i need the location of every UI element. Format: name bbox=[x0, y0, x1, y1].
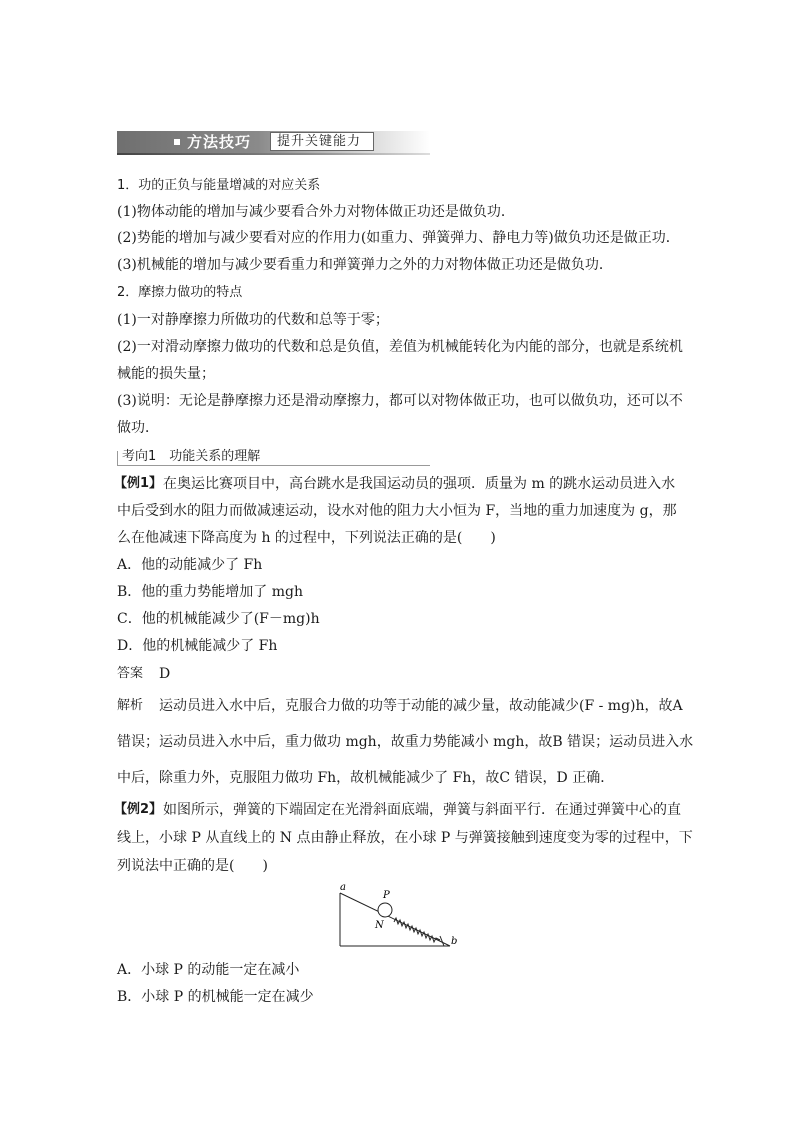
example2-line2: 线上，小球 P 从直线上的 N 点由静止释放，在小球 P 与弹簧接触到速度变为零的过程中，下 bbox=[117, 830, 693, 846]
ball-p bbox=[378, 903, 392, 917]
section2-item-3-line2: 做功． bbox=[117, 420, 159, 436]
example1-line3: 么在他减速下降高度为 h 的过程中，下列说法正确的是( ) bbox=[117, 530, 496, 546]
example1-analysis-line1: 运动员进入水中后，克服合力做的功等于动能的减少量，故动能减少(F - mg)h，故A bbox=[159, 698, 683, 714]
section1-heading: 1．功的正负与能量增减的对应关系 bbox=[117, 178, 321, 193]
example1-option-d: D．他的机械能减少了 Fh bbox=[117, 638, 278, 654]
section2-item-2-line2: 械能的损失量； bbox=[117, 366, 215, 382]
example1-answer-value: D bbox=[159, 666, 171, 682]
square-bullet-icon bbox=[174, 139, 180, 145]
example1-option-a: A．他的动能减少了 Fh bbox=[117, 557, 263, 573]
section1-item-1: (1)物体动能的增加与减少要看合外力对物体做正功还是做负功． bbox=[117, 204, 515, 220]
example2-tag: 【例2】 bbox=[114, 802, 163, 817]
label-n: N bbox=[375, 920, 384, 931]
topic-divider-corner bbox=[117, 451, 118, 466]
banner-title: 方法技巧 bbox=[187, 133, 252, 151]
example1-analysis-line3: 中后，除重力外，克服阻力做功 Fh，故机械能减少了 Fh，故C 错误，D 正确． bbox=[117, 770, 615, 786]
section1-item-3: (3)机械能的增加与减少要看重力和弹簧弹力之外的力对物体做正功还是做负功． bbox=[117, 257, 613, 273]
example1-option-b: B．他的重力势能增加了 mgh bbox=[117, 584, 303, 600]
example1-tag: 【例1】 bbox=[114, 476, 163, 491]
section-banner bbox=[117, 131, 430, 156]
label-b: b bbox=[451, 936, 458, 947]
topic-label: 考向1 功能关系的理解 bbox=[122, 449, 261, 464]
example1-analysis-line2: 错误；运动员进入水中后，重力做功 mgh，故重力势能减小 mgh，故B 错误；运动员进入水 bbox=[117, 734, 694, 750]
banner-underline bbox=[117, 153, 430, 155]
example2-option-b: B．小球 P 的机械能一定在减少 bbox=[117, 989, 314, 1005]
example1-option-c: C．他的机械能减少了(F－mg)h bbox=[117, 611, 320, 627]
label-p: P bbox=[383, 890, 390, 901]
example1-answer-label: 答案 bbox=[117, 666, 144, 681]
section2-heading: 2．摩擦力做功的特点 bbox=[117, 285, 243, 300]
example1-line1: 在奥运比赛项目中，高台跳水是我国运动员的强项．质量为 m 的跳水运动员进入水 bbox=[163, 476, 676, 492]
incline-spring-diagram bbox=[330, 880, 470, 950]
example1-line2: 中后受到水的阻力而做减速运动，设水对他的阻力大小恒为 F，当地的重力加速度为 g，那 bbox=[117, 503, 677, 519]
section2-item-1: (1)一对静摩擦力所做功的代数和总等于零； bbox=[117, 312, 389, 328]
example2-line1: 如图所示，弹簧的下端固定在光滑斜面底端，弹簧与斜面平行．在通过弹簧中心的直 bbox=[163, 802, 681, 818]
section2-item-2-line1: (2)一对滑动摩擦力做功的代数和总是负值，差值为机械能转化为内能的部分，也就是系统机 bbox=[117, 339, 683, 355]
example2-option-a: A．小球 P 的动能一定在减小 bbox=[117, 962, 300, 978]
banner-subtitle: 提升关键能力 bbox=[277, 134, 362, 149]
example2-line3: 列说法中正确的是( ) bbox=[117, 858, 268, 874]
section2-item-3-line1: (3)说明：无论是静摩擦力还是滑动摩擦力，都可以对物体做正功，也可以做负功，还可以不 bbox=[117, 393, 683, 409]
section1-item-2: (2)势能的增加与减少要看对应的作用力(如重力、弹簧弹力、静电力等)做负功还是做正功． bbox=[117, 230, 680, 246]
label-a: a bbox=[340, 882, 346, 893]
example1-analysis-label: 解析 bbox=[117, 698, 144, 713]
